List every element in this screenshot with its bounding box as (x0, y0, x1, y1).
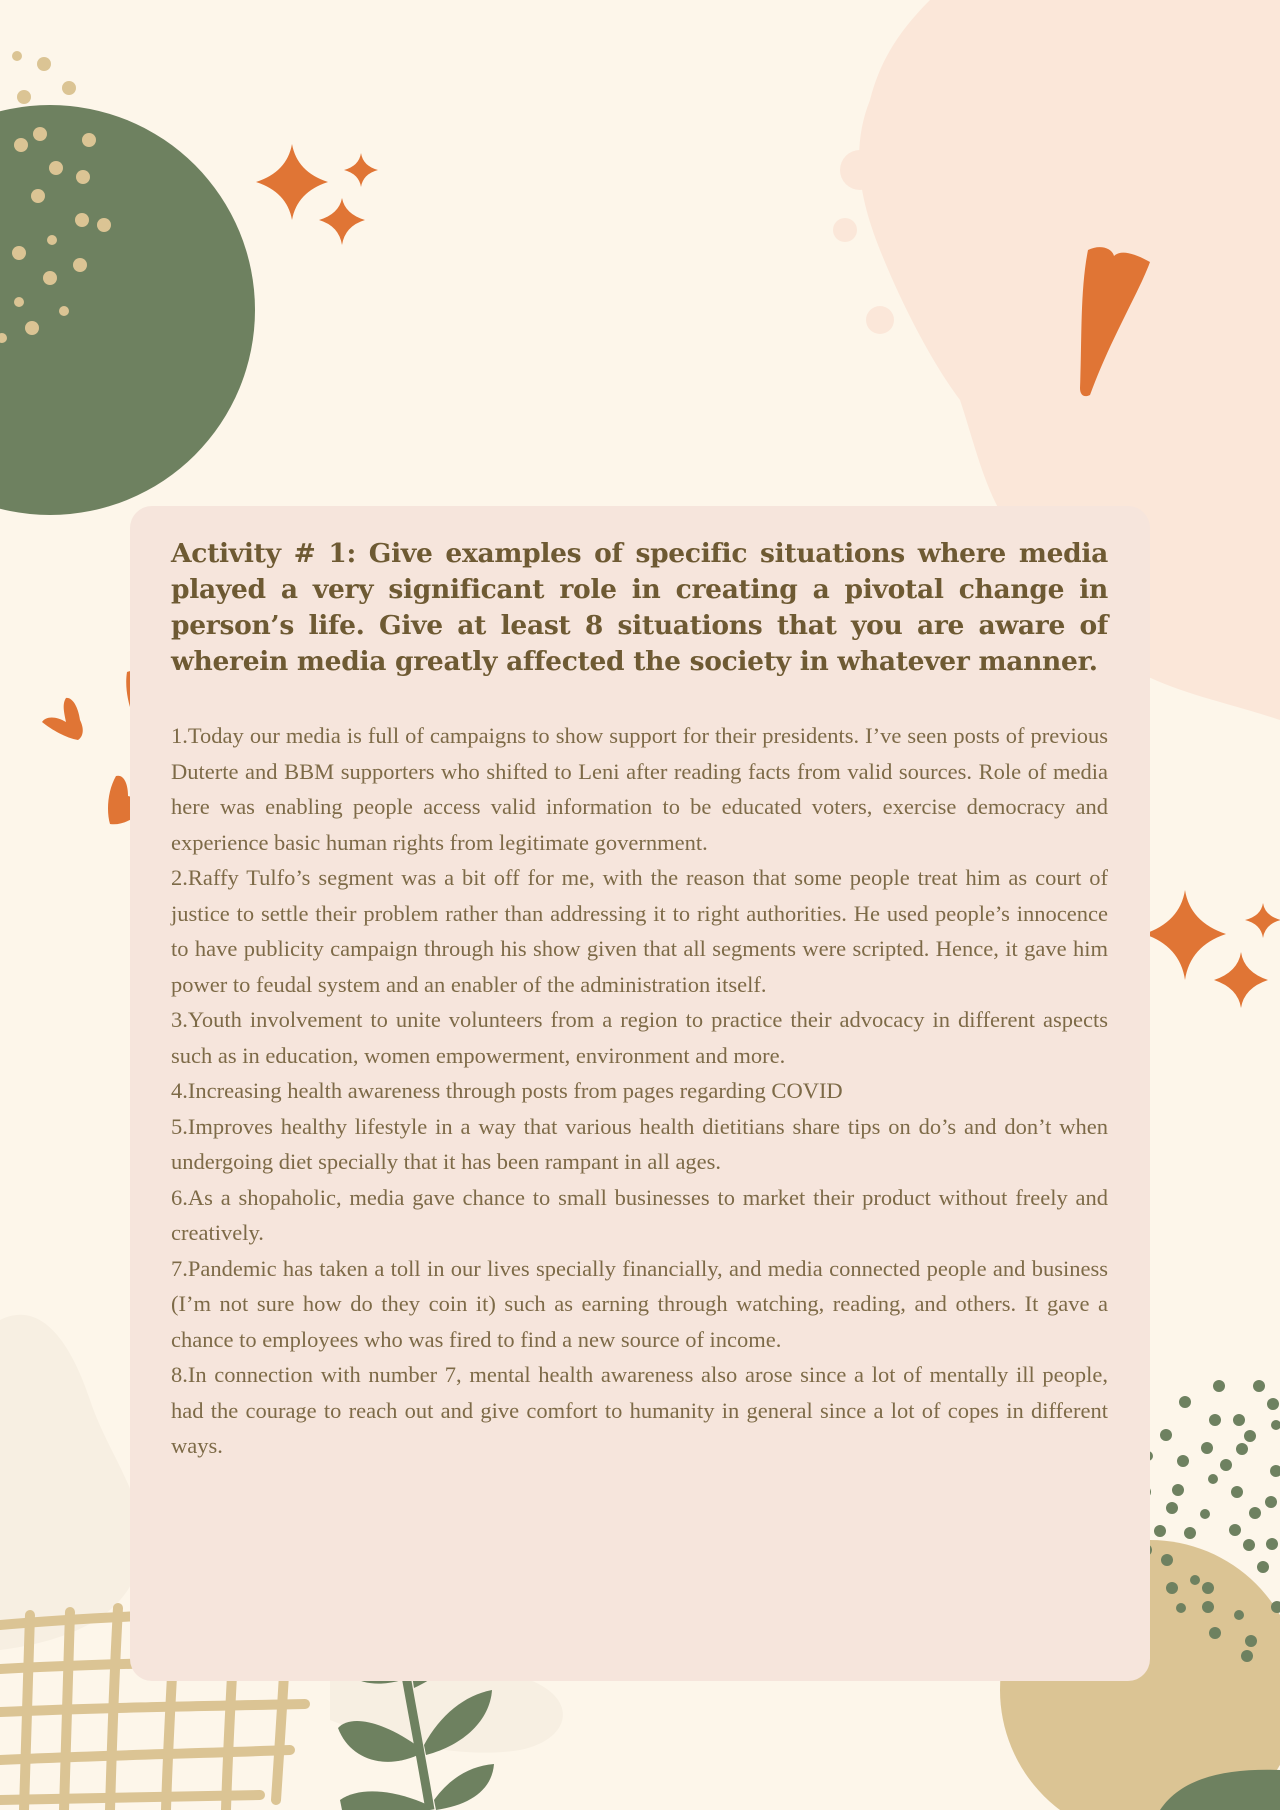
situation-item-7: 7.Pandemic has taken a toll in our lives specially financially, and media connected people and business (I’m not sure how do they coin it) such as earning through watching, reading, and others. It gave a chance to employees who was fired to find a new source of income. (171, 1255, 1108, 1352)
situation-item-4: 4.Increasing health awareness through posts from pages regarding COVID (171, 1078, 843, 1103)
situation-item-2: 2.Raffy Tulfo’s segment was a bit off for me, with the reason that some people treat him as court of justice to settle their problem rather than addressing it to right authorities. He used people’s innocence to have publicity campaign through his show given that all segments were scripted. Hence, it gave him power to feudal system and an enabler of the administration itself. (171, 865, 1108, 997)
green-circle (0, 105, 255, 515)
situation-item-5: 5.Improves healthy lifestyle in a way that various health dietitians share tips on do’s and don’t when undergoing diet specially that it has been rampant in all ages. (171, 1113, 1108, 1174)
situation-item-6: 6.As a shopaholic, media gave chance to small businesses to market their product without freely and creatively. (171, 1184, 1108, 1245)
orange-sparkle-right-icon (1144, 890, 1280, 1008)
situation-list (171, 718, 1108, 1464)
activity-title: Activity # 1: Give examples of specific situations where media played a very significant role in creating a pivotal change in person’s life. Give at least 8 situations that you are aware of wherein media greatly affected the society in whatever manner. (171, 538, 1108, 677)
situation-item-1: 1.Today our media is full of campaigns to show support for their presidents. I’ve seen posts of previous Duterte and BBM supporters who shifted to Leni after reading facts from valid sources. Role of media here was enabling people access valid information to be educated voters, exercise democracy and experience basic human rights from legitimate government. (171, 723, 1108, 855)
orange-sparkle-icon (256, 144, 378, 245)
situation-item-3: 3.Youth involvement to unite volunteers from a region to practice their advocacy in different aspects such as in education, women empowerment, environment and more. (171, 1007, 1108, 1068)
situation-item-8: 8.In connection with number 7, mental health awareness also arose since a lot of mentally ill people, had the courage to reach out and give comfort to humanity in general since a lot of copes in different ways. (171, 1362, 1108, 1458)
activity-content (171, 536, 1108, 1464)
